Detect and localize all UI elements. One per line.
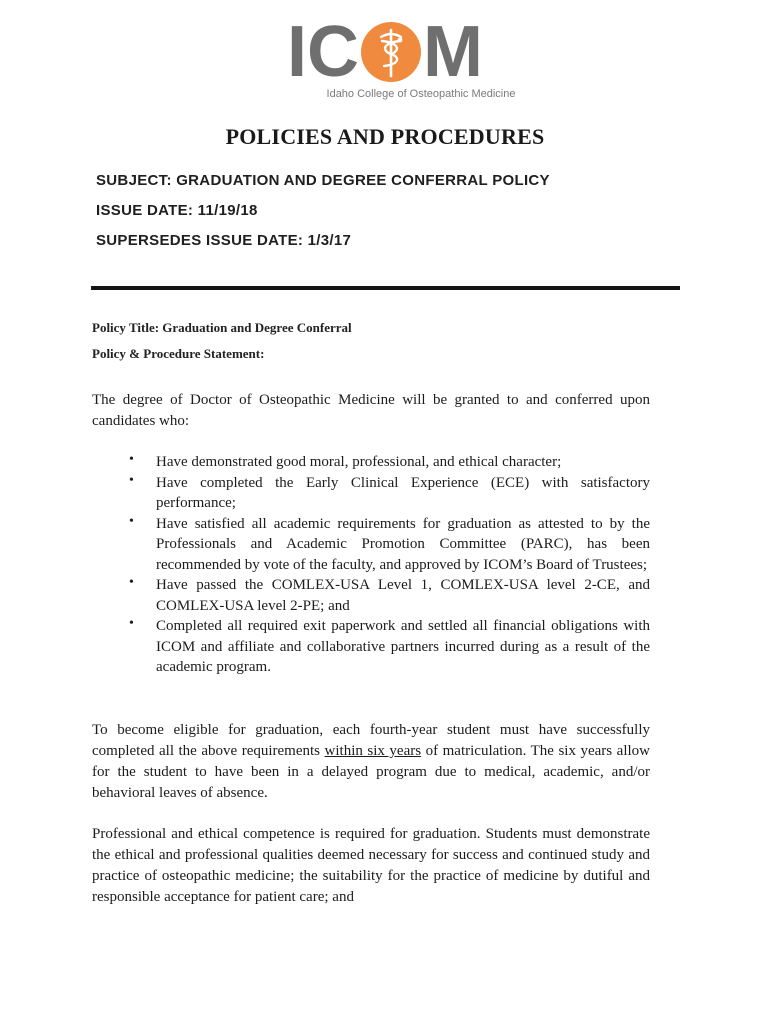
list-item — [120, 575, 650, 616]
list-item — [120, 514, 650, 576]
logo-tagline: Idaho College of Osteopathic Medicine — [326, 88, 516, 100]
policy-title: Policy Title: Graduation and Degree Conferral — [92, 320, 352, 335]
bullet-icon: • — [129, 575, 134, 590]
subject-line: SUBJECT: GRADUATION AND DEGREE CONFERRAL POLICY — [96, 172, 550, 189]
eligibility-text-start: To become eligible for graduation, each fourth-year student must have successfully completed all the above requirements — [92, 722, 650, 759]
logo-letters-ic: IC — [287, 12, 359, 92]
list-item-text: Have completed the Early Clinical Experience (ECE) with satisfactory performance; — [156, 474, 650, 511]
eligibility-underlined-text: within six years — [324, 743, 422, 759]
bullet-icon: • — [129, 472, 134, 488]
list-item-text: Have satisfied all academic requirements for graduation as attested to by the Professionals and Academic Promotion Committee (PARC), has been recommended by vote of the faculty, and approved by ICOM’s Board of Trustees; — [156, 515, 650, 573]
list-item-text: Have demonstrated good moral, professional, and ethical character; — [156, 454, 562, 470]
bullet-icon: • — [129, 616, 134, 631]
statement-label: Policy & Procedure Statement: — [92, 346, 265, 361]
list-item — [120, 616, 650, 678]
intro-paragraph: The degree of Doctor of Osteopathic Medicine will be granted to and conferred upon candidates who: — [92, 392, 650, 429]
bullet-icon: • — [129, 452, 134, 467]
bullet-icon: • — [129, 513, 134, 529]
ethics-paragraph: Professional and ethical competence is required for graduation. Students must demonstrate the ethical and professional qualities deemed necessary for success and continued study and practice of osteopathic medicine; the suitability for the practice of medicine by dutiful and responsible acceptance for patient care; and — [92, 826, 650, 905]
issue-date-line: ISSUE DATE: 11/19/18 — [96, 202, 258, 219]
page-title: POLICIES AND PROCEDURES — [225, 124, 545, 149]
supersedes-line: SUPERSEDES ISSUE DATE: 1/3/17 — [96, 232, 352, 249]
list-item — [120, 452, 650, 473]
section-divider — [91, 286, 680, 290]
icom-logo — [0, 12, 770, 100]
logo-mark — [287, 12, 483, 92]
eligibility-paragraph — [92, 720, 650, 804]
caduceus-icon — [360, 21, 422, 83]
requirements-list — [120, 452, 650, 678]
logo-letter-m: M — [423, 12, 483, 92]
list-item — [120, 473, 650, 514]
list-item-text: Completed all required exit paperwork and settled all financial obligations with ICOM and affiliate and collaborative partners incurred during as a result of the academic program. — [156, 618, 650, 675]
eligibility-text-end: of matriculation. The six years allow for the student to have been in a delayed program due to medical, academic, and/or behavioral leaves of absence. — [92, 743, 650, 801]
list-item-text: Have passed the COMLEX-USA Level 1, COMLEX-USA level 2-CE, and COMLEX-USA level 2-PE; and — [156, 577, 650, 614]
